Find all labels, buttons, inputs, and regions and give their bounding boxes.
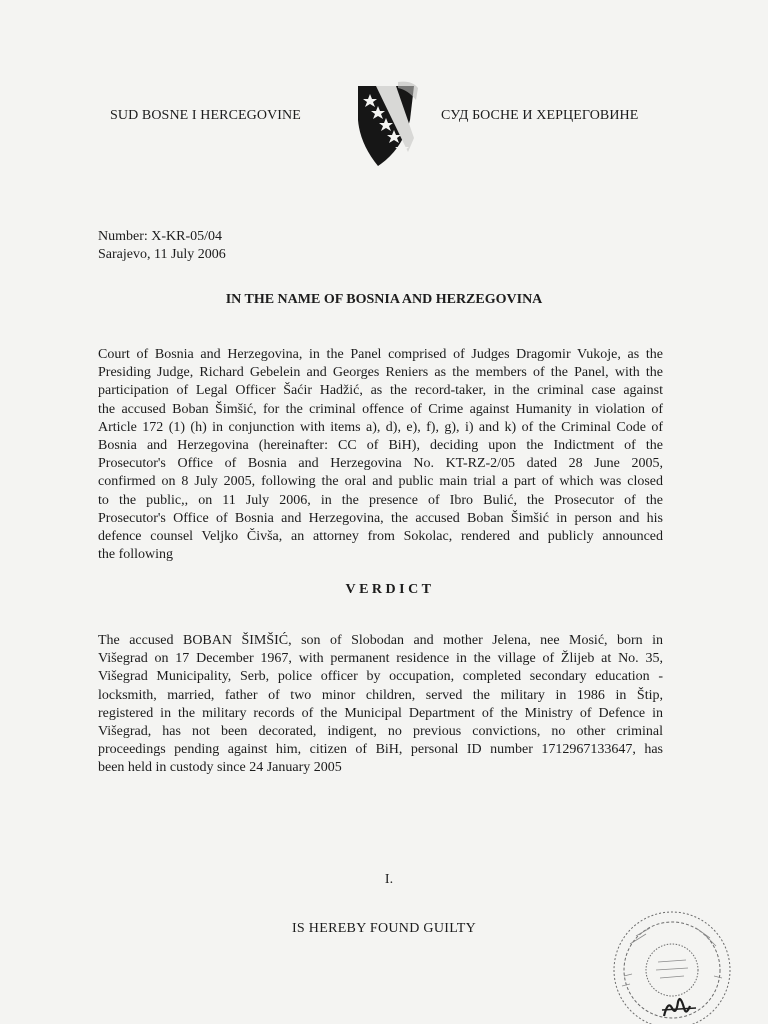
paragraph-line: Court of Bosnia and Herzegovina, in the Panel comprised of Judges Dragomir Vukoje, as the: [98, 347, 663, 362]
paragraph-line: locksmith, married, father of two minor children, served the military in 1986 in Štip,: [98, 687, 663, 703]
court-name-cyrillic: СУД БОСНЕ И ХЕРЦЕГОВИНЕ: [441, 108, 639, 123]
paragraph-line: been held in custody since 24 January 2005: [98, 760, 342, 776]
paragraph-line: The accused BOBAN ŠIMŠIĆ, son of Slobodan and mother Jelena, nee Mosić, born in: [98, 633, 663, 648]
paragraph-line: Prosecutor's Office of Bosnia and Herzegovina, the accused Boban Šimšić in person and his: [98, 510, 663, 526]
paragraph-line: defence counsel Veljko Čivša, an attorney from Sokolac, rendered and publicly announced: [98, 529, 663, 545]
case-meta: [98, 228, 226, 264]
coat-of-arms-icon: [350, 80, 430, 170]
paragraph-line: Presiding Judge, Richard Gebelein and Georges Reniers as the members of the Panel, with the: [98, 365, 663, 381]
paragraph-line: registered in the military records of the Municipal Department of the Ministry of Defence in: [98, 705, 663, 721]
verdict-heading: VERDICT: [345, 582, 435, 597]
place-date: Sarajevo, 11 July 2006: [98, 247, 226, 262]
paragraph-line: the accused Boban Šimšić, for the criminal offence of Crime against Humanity in violation of: [98, 401, 663, 417]
document-title: IN THE NAME OF BOSNIA AND HERZEGOVINA: [225, 292, 543, 307]
paragraph-line: Višegrad, has not been decorated, indigent, no previous convictions, no other criminal: [98, 724, 663, 740]
paragraph-line: Article 172 (1) (h) in conjunction with items a), d), e), f), g), i) and k) of the Criminal Code of: [98, 419, 663, 435]
paragraph-line: Bosnia and Herzegovina (hereinafter: CC of BiH), deciding upon the Indictment of the: [98, 438, 663, 454]
court-name-latin: SUD BOSNE I HERCEGOVINE: [110, 108, 301, 123]
paragraph-line: confirmed on 8 July 2005, following the oral and public main trial a part of which was closed: [98, 474, 663, 490]
section-number: I.: [384, 872, 394, 887]
paragraph-line: the following: [98, 547, 174, 563]
paragraph-line: participation of Legal Officer Šaćir Hadžić, as the record-taker, in the criminal case against: [98, 383, 663, 399]
paragraph-line: proceedings pending against him, citizen of BiH, personal ID number 1712967133647, has: [98, 742, 663, 758]
paragraph-line: Višegrad on 17 December 1967, with permanent residence in the village of Žlijeb at No. 35,: [98, 651, 663, 667]
paragraph-line: Prosecutor's Office of Bosnia and Herzegovina No. KT-RZ-2/05 dated 28 June 2005,: [98, 456, 663, 472]
paragraph-line: Višegrad Municipality, Serb, police officer by occupation, completed secondary education -: [98, 669, 663, 685]
accused-paragraph: [98, 632, 663, 778]
case-number: Number: X-KR-05/04: [98, 229, 223, 244]
paragraph-line: to the public,, on 11 July 2006, in the presence of Ibro Bulić, the Prosecutor of the: [98, 492, 663, 508]
intro-paragraph: [98, 346, 663, 564]
found-guilty-heading: IS HEREBY FOUND GUILTY: [291, 921, 477, 936]
court-seal-stamp: [606, 904, 734, 1024]
